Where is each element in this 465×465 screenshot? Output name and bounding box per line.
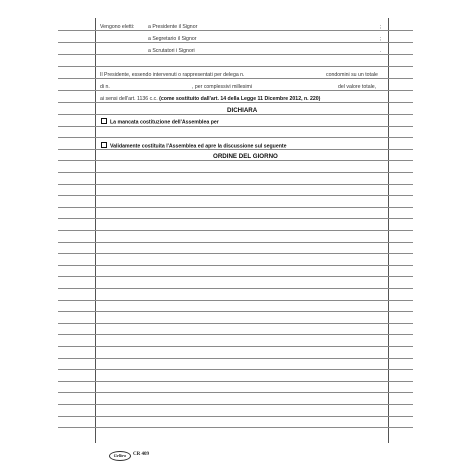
ruled-line bbox=[58, 300, 413, 301]
ruled-line bbox=[58, 334, 413, 335]
paragraph-line2-right: del valore totale, bbox=[338, 84, 377, 90]
scrutineers-line-end: . bbox=[380, 48, 382, 54]
brand-logo: Gelbro bbox=[109, 451, 131, 461]
ruled-line bbox=[58, 137, 413, 138]
ruled-line bbox=[58, 126, 413, 127]
ruled-line bbox=[58, 358, 413, 359]
ruled-line bbox=[58, 42, 413, 43]
ruled-line bbox=[58, 90, 413, 91]
ruled-line bbox=[58, 346, 413, 347]
ruled-line bbox=[58, 416, 413, 417]
ruled-line bbox=[58, 427, 413, 428]
ordine-heading: ORDINE DEL GIORNO bbox=[213, 153, 278, 160]
paragraph-line1-left: Il Presidente, essendo intervenuti o rappresentati per delega n. bbox=[100, 72, 245, 78]
paragraph-line2-mid: , per complessivi millesimi bbox=[192, 84, 252, 90]
ruled-line bbox=[58, 114, 413, 115]
elected-label: Vengono eletti: bbox=[100, 24, 135, 30]
secretary-label: a Segretario il Signor bbox=[148, 36, 197, 42]
ruled-line bbox=[58, 195, 413, 196]
ruled-line bbox=[58, 276, 413, 277]
ruled-line bbox=[58, 392, 413, 393]
ruled-line bbox=[58, 230, 413, 231]
paragraph-line1-right: condomini su un totale bbox=[326, 72, 378, 78]
ruled-line bbox=[58, 218, 413, 219]
ruled-line bbox=[58, 184, 413, 185]
president-line-end: ; bbox=[380, 24, 382, 30]
dichiara-heading: DICHIARA bbox=[227, 107, 258, 114]
president-label: a Presidente il Signor bbox=[148, 24, 198, 30]
ruled-line bbox=[58, 102, 413, 103]
ruled-line bbox=[58, 207, 413, 208]
ruled-line bbox=[58, 54, 413, 55]
paragraph-line3: ai sensi dell'art. 1136 c.c. (come sostituito dall'art. 14 della Legge 11 Dicembre 2012, n. 220) bbox=[100, 96, 321, 102]
ruled-line bbox=[58, 66, 413, 67]
ruled-line bbox=[58, 78, 413, 79]
form-code: CR 409 bbox=[133, 452, 149, 457]
checkbox-icon[interactable] bbox=[101, 142, 107, 148]
ruled-line bbox=[58, 323, 413, 324]
ruled-line bbox=[58, 172, 413, 173]
ruled-line bbox=[58, 311, 413, 312]
option-constituted: Validamente costituita l'Assemblea ed apre la discussione sul seguente bbox=[101, 142, 287, 150]
ruled-line bbox=[58, 381, 413, 382]
paragraph-line2-left: di n. bbox=[100, 84, 110, 90]
ruled-line bbox=[58, 369, 413, 370]
ruled-line bbox=[58, 30, 413, 31]
ruled-line bbox=[58, 149, 413, 150]
checkbox-icon[interactable] bbox=[101, 118, 107, 124]
ruled-line bbox=[58, 242, 413, 243]
option-not-constituted: La mancata costituzione dell'Assemblea per bbox=[101, 118, 219, 126]
ruled-line bbox=[58, 288, 413, 289]
ruled-line bbox=[58, 253, 413, 254]
scrutineers-label: a Scrutatori i Signori bbox=[148, 48, 195, 54]
ruled-line bbox=[58, 404, 413, 405]
secretary-line-end: ; bbox=[380, 36, 382, 42]
ruled-line bbox=[58, 265, 413, 266]
ruled-line bbox=[58, 160, 413, 161]
